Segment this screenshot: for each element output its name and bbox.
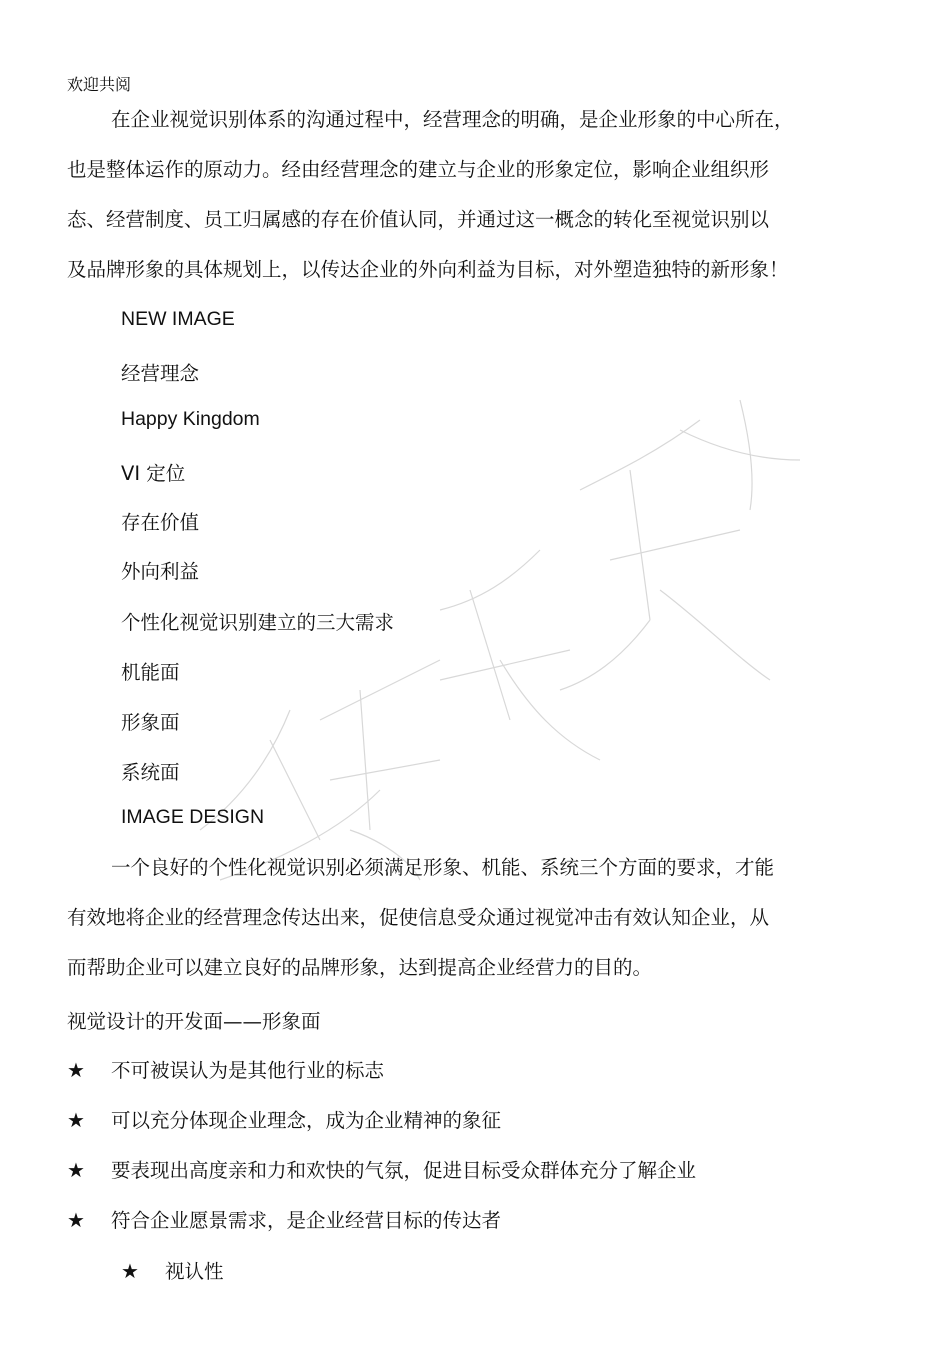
star-item-text: 要表现出高度亲和力和欢快的气氛，促进目标受众群体充分了解企业 <box>111 1159 697 1182</box>
sub-star-list-item <box>121 1256 224 1284</box>
item-three-requirements: 个性化视觉识别建立的三大需求 <box>121 611 395 634</box>
intro-line: 态、经营制度、员工归属感的存在价值认同，并通过这一概念的转化至视觉识别以 <box>67 208 770 231</box>
calligraphy-watermark-icon <box>180 360 820 920</box>
sub-star-item-text: 视认性 <box>165 1260 224 1283</box>
item-existence-value: 存在价值 <box>121 511 200 534</box>
item-business-philosophy: 经营理念 <box>121 362 200 385</box>
design-line: 而帮助企业可以建立良好的品牌形象，达到提高企业经营力的目的。 <box>67 956 653 979</box>
item-vi-positioning: VI 定位 <box>121 462 186 485</box>
star-icon: ★ <box>121 1259 139 1283</box>
star-icon: ★ <box>67 1208 85 1232</box>
star-item-text: 可以充分体现企业理念，成为企业精神的象征 <box>111 1109 502 1132</box>
star-list-item <box>67 1055 384 1083</box>
item-image-design: IMAGE DESIGN <box>121 806 265 828</box>
star-icon: ★ <box>67 1058 85 1082</box>
star-icon: ★ <box>67 1108 85 1132</box>
design-line: 有效地将企业的经营理念传达出来，促使信息受众通过视觉冲击有效认知企业，从 <box>67 906 770 929</box>
intro-line: 也是整体运作的原动力。经由经营理念的建立与企业的形象定位，影响企业组织形 <box>67 158 770 181</box>
intro-paragraph <box>67 95 827 295</box>
intro-line: 在企业视觉识别体系的沟通过程中，经营理念的明确，是企业形象的中心所在， <box>111 108 794 131</box>
item-function-aspect: 机能面 <box>121 661 180 684</box>
star-list-item <box>67 1105 501 1133</box>
intro-line: 及品牌形象的具体规划上，以传达企业的外向利益为目标，对外塑造独特的新形象！ <box>67 258 789 281</box>
design-line: 一个良好的个性化视觉识别必须满足形象、机能、系统三个方面的要求，才能 <box>111 856 775 879</box>
section-heading: 视觉设计的开发面——形象面 <box>67 1010 321 1033</box>
star-item-text: 不可被误认为是其他行业的标志 <box>111 1059 385 1082</box>
star-item-text: 符合企业愿景需求，是企业经营目标的传达者 <box>111 1209 502 1232</box>
item-image-aspect: 形象面 <box>121 711 180 734</box>
design-paragraph <box>67 843 827 993</box>
star-icon: ★ <box>67 1158 85 1182</box>
star-list-item <box>67 1155 696 1183</box>
item-system-aspect: 系统面 <box>121 761 180 784</box>
star-list-item <box>67 1205 501 1233</box>
item-new-image: NEW IMAGE <box>121 308 235 330</box>
page-header: 欢迎共阅 <box>67 75 132 94</box>
item-external-benefit: 外向利益 <box>121 560 200 583</box>
item-happy-kingdom: Happy Kingdom <box>121 408 260 430</box>
